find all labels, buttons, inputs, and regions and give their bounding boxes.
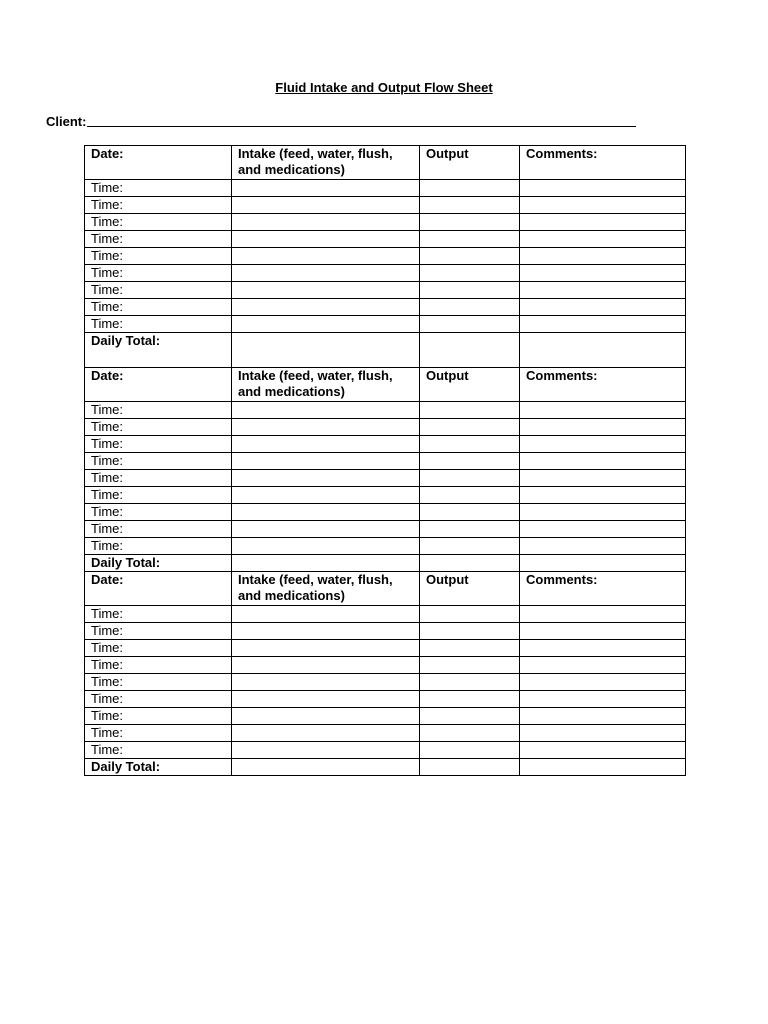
- comments-header[interactable]: Comments:: [520, 572, 686, 606]
- section-header-row: [85, 368, 686, 402]
- daily-total-label-cell: Daily Total:: [85, 333, 232, 368]
- comments-cell[interactable]: [520, 265, 686, 282]
- daily-total-label-cell: Daily Total:: [85, 555, 232, 572]
- intake-cell[interactable]: [232, 197, 420, 214]
- time-label-cell[interactable]: Time:: [85, 657, 232, 674]
- comments-cell[interactable]: [520, 708, 686, 725]
- time-label-cell[interactable]: Time:: [85, 231, 232, 248]
- daily-total-output-cell[interactable]: [420, 759, 520, 776]
- time-label-cell[interactable]: Time:: [85, 606, 232, 623]
- time-row: [85, 419, 686, 436]
- daily-total-output-cell[interactable]: [420, 333, 520, 368]
- daily-total-row: [85, 333, 686, 368]
- daily-total-output-cell[interactable]: [420, 555, 520, 572]
- output-cell[interactable]: [420, 197, 520, 214]
- comments-cell[interactable]: [520, 470, 686, 487]
- time-row: [85, 180, 686, 197]
- time-row: [85, 197, 686, 214]
- time-label-cell[interactable]: Time:: [85, 316, 232, 333]
- time-label-cell[interactable]: Time:: [85, 197, 232, 214]
- time-row: [85, 316, 686, 333]
- comments-header[interactable]: Comments:: [520, 368, 686, 402]
- output-header: Output: [420, 572, 520, 606]
- time-row: [85, 231, 686, 248]
- output-cell[interactable]: [420, 725, 520, 742]
- time-label-cell[interactable]: Time:: [85, 282, 232, 299]
- output-cell[interactable]: [420, 419, 520, 436]
- client-label: Client:: [46, 114, 87, 129]
- intake-cell[interactable]: [232, 316, 420, 333]
- output-cell[interactable]: [420, 299, 520, 316]
- comments-cell[interactable]: [520, 487, 686, 504]
- output-cell[interactable]: [420, 248, 520, 265]
- output-cell[interactable]: [420, 538, 520, 555]
- intake-cell[interactable]: [232, 231, 420, 248]
- comments-cell[interactable]: [520, 402, 686, 419]
- date-header[interactable]: Date:: [85, 572, 232, 606]
- time-row: [85, 606, 686, 623]
- output-cell[interactable]: [420, 402, 520, 419]
- intake-cell[interactable]: [232, 674, 420, 691]
- comments-cell[interactable]: [520, 180, 686, 197]
- time-label-cell[interactable]: Time:: [85, 742, 232, 759]
- time-label-cell[interactable]: Time:: [85, 487, 232, 504]
- comments-cell[interactable]: [520, 521, 686, 538]
- daily-total-intake-cell[interactable]: [232, 333, 420, 368]
- time-row: [85, 265, 686, 282]
- intake-cell[interactable]: [232, 453, 420, 470]
- output-cell[interactable]: [420, 282, 520, 299]
- comments-cell[interactable]: [520, 316, 686, 333]
- comments-cell[interactable]: [520, 606, 686, 623]
- flow-sheet-table: [84, 145, 686, 776]
- time-row: [85, 299, 686, 316]
- time-label-cell[interactable]: Time:: [85, 180, 232, 197]
- time-row: [85, 504, 686, 521]
- intake-cell[interactable]: [232, 725, 420, 742]
- output-cell[interactable]: [420, 521, 520, 538]
- time-label-cell[interactable]: Time:: [85, 248, 232, 265]
- comments-cell[interactable]: [520, 504, 686, 521]
- date-header[interactable]: Date:: [85, 146, 232, 180]
- time-label-cell[interactable]: Time:: [85, 265, 232, 282]
- intake-header: Intake (feed, water, flush, and medications): [232, 146, 420, 180]
- time-row: [85, 453, 686, 470]
- time-label-cell[interactable]: Time:: [85, 521, 232, 538]
- comments-cell[interactable]: [520, 197, 686, 214]
- output-cell[interactable]: [420, 623, 520, 640]
- comments-cell[interactable]: [520, 419, 686, 436]
- daily-total-comments-cell[interactable]: [520, 759, 686, 776]
- intake-cell[interactable]: [232, 691, 420, 708]
- sheet-title: Fluid Intake and Output Flow Sheet: [275, 80, 493, 95]
- intake-cell[interactable]: [232, 419, 420, 436]
- time-label-cell[interactable]: Time:: [85, 453, 232, 470]
- client-row: [46, 114, 636, 129]
- output-cell[interactable]: [420, 316, 520, 333]
- comments-cell[interactable]: [520, 436, 686, 453]
- intake-cell[interactable]: [232, 623, 420, 640]
- comments-cell[interactable]: [520, 538, 686, 555]
- output-cell[interactable]: [420, 674, 520, 691]
- time-row: [85, 470, 686, 487]
- intake-cell[interactable]: [232, 521, 420, 538]
- intake-cell[interactable]: [232, 504, 420, 521]
- intake-cell[interactable]: [232, 538, 420, 555]
- intake-cell[interactable]: [232, 299, 420, 316]
- output-cell[interactable]: [420, 487, 520, 504]
- comments-cell[interactable]: [520, 453, 686, 470]
- intake-cell[interactable]: [232, 640, 420, 657]
- output-cell[interactable]: [420, 231, 520, 248]
- time-label-cell[interactable]: Time:: [85, 214, 232, 231]
- comments-cell[interactable]: [520, 623, 686, 640]
- output-cell[interactable]: [420, 504, 520, 521]
- output-cell[interactable]: [420, 640, 520, 657]
- time-label-cell[interactable]: Time:: [85, 470, 232, 487]
- time-label-cell[interactable]: Time:: [85, 725, 232, 742]
- date-header[interactable]: Date:: [85, 368, 232, 402]
- intake-cell[interactable]: [232, 470, 420, 487]
- intake-cell[interactable]: [232, 402, 420, 419]
- time-label-cell[interactable]: Time:: [85, 640, 232, 657]
- output-header: Output: [420, 368, 520, 402]
- intake-cell[interactable]: [232, 606, 420, 623]
- output-cell[interactable]: [420, 691, 520, 708]
- intake-cell[interactable]: [232, 265, 420, 282]
- time-row: [85, 674, 686, 691]
- time-row: [85, 640, 686, 657]
- time-label-cell[interactable]: Time:: [85, 623, 232, 640]
- daily-total-label-cell: Daily Total:: [85, 759, 232, 776]
- intake-cell[interactable]: [232, 436, 420, 453]
- output-cell[interactable]: [420, 180, 520, 197]
- comments-header[interactable]: Comments:: [520, 146, 686, 180]
- section-header-row: [85, 572, 686, 606]
- time-label-cell[interactable]: Time:: [85, 708, 232, 725]
- output-cell[interactable]: [420, 470, 520, 487]
- intake-cell[interactable]: [232, 487, 420, 504]
- time-label-cell[interactable]: Time:: [85, 504, 232, 521]
- time-label-cell[interactable]: Time:: [85, 538, 232, 555]
- comments-cell[interactable]: [520, 299, 686, 316]
- daily-total-intake-cell[interactable]: [232, 555, 420, 572]
- time-row: [85, 657, 686, 674]
- daily-total-comments-cell[interactable]: [520, 333, 686, 368]
- time-label-cell[interactable]: Time:: [85, 674, 232, 691]
- section-header-row: [85, 146, 686, 180]
- comments-cell[interactable]: [520, 282, 686, 299]
- time-label-cell[interactable]: Time:: [85, 436, 232, 453]
- time-row: [85, 282, 686, 299]
- time-row: [85, 248, 686, 265]
- comments-cell[interactable]: [520, 725, 686, 742]
- comments-cell[interactable]: [520, 674, 686, 691]
- output-cell[interactable]: [420, 265, 520, 282]
- comments-cell[interactable]: [520, 231, 686, 248]
- intake-cell[interactable]: [232, 214, 420, 231]
- daily-total-row: [85, 759, 686, 776]
- time-label-cell[interactable]: Time:: [85, 402, 232, 419]
- time-row: [85, 623, 686, 640]
- intake-cell[interactable]: [232, 657, 420, 674]
- daily-total-row: [85, 555, 686, 572]
- intake-header: Intake (feed, water, flush, and medications): [232, 368, 420, 402]
- intake-cell[interactable]: [232, 248, 420, 265]
- intake-cell[interactable]: [232, 282, 420, 299]
- comments-cell[interactable]: [520, 691, 686, 708]
- intake-cell[interactable]: [232, 708, 420, 725]
- comments-cell[interactable]: [520, 657, 686, 674]
- intake-cell[interactable]: [232, 180, 420, 197]
- time-row: [85, 708, 686, 725]
- time-row: [85, 214, 686, 231]
- output-cell[interactable]: [420, 436, 520, 453]
- output-header: Output: [420, 146, 520, 180]
- comments-cell[interactable]: [520, 214, 686, 231]
- output-cell[interactable]: [420, 657, 520, 674]
- output-cell[interactable]: [420, 742, 520, 759]
- time-row: [85, 691, 686, 708]
- time-row: [85, 436, 686, 453]
- time-label-cell[interactable]: Time:: [85, 419, 232, 436]
- comments-cell[interactable]: [520, 640, 686, 657]
- time-row: [85, 742, 686, 759]
- comments-cell[interactable]: [520, 248, 686, 265]
- intake-header: Intake (feed, water, flush, and medications): [232, 572, 420, 606]
- time-label-cell[interactable]: Time:: [85, 691, 232, 708]
- daily-total-comments-cell[interactable]: [520, 555, 686, 572]
- time-row: [85, 402, 686, 419]
- output-cell[interactable]: [420, 606, 520, 623]
- output-cell[interactable]: [420, 214, 520, 231]
- output-cell[interactable]: [420, 453, 520, 470]
- daily-total-intake-cell[interactable]: [232, 759, 420, 776]
- comments-cell[interactable]: [520, 742, 686, 759]
- output-cell[interactable]: [420, 708, 520, 725]
- time-row: [85, 521, 686, 538]
- time-label-cell[interactable]: Time:: [85, 299, 232, 316]
- time-row: [85, 725, 686, 742]
- intake-cell[interactable]: [232, 742, 420, 759]
- client-blank-line[interactable]: [87, 114, 636, 127]
- time-row: [85, 487, 686, 504]
- time-row: [85, 538, 686, 555]
